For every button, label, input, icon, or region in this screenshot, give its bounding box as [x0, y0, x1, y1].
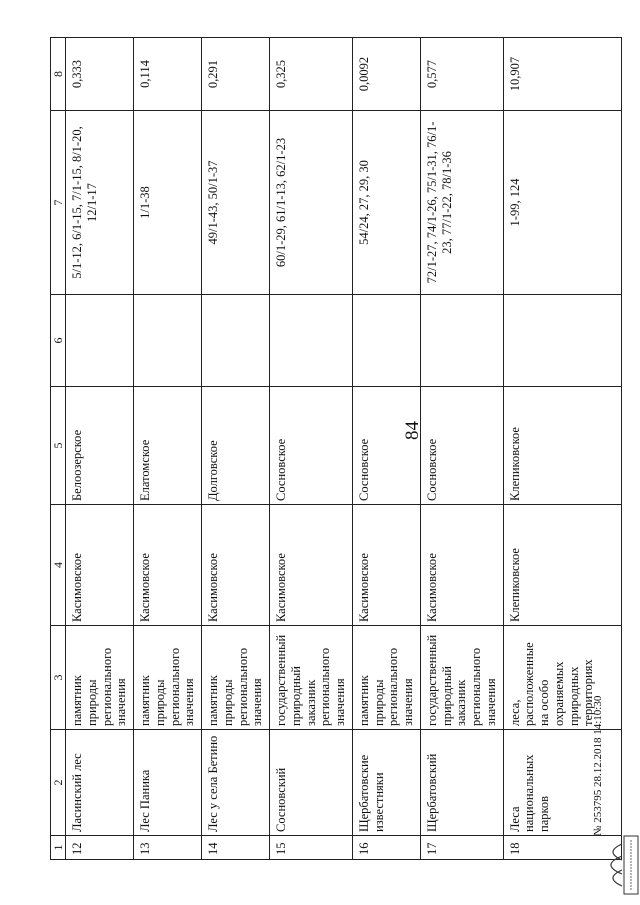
row-number: 17: [420, 836, 503, 860]
forest-blocks: 1-99, 124: [503, 111, 621, 295]
table-row: [134, 38, 202, 860]
col-header-7: 7: [51, 111, 66, 295]
sub-forestry: Клепиковское: [503, 387, 621, 505]
object-category: государственный природный заказник регионального значения: [420, 626, 503, 730]
area-value: 10,907: [503, 38, 621, 111]
col-header-4: 4: [51, 505, 66, 626]
col-header-2: 2: [51, 730, 66, 836]
column-6-cell: [270, 295, 353, 387]
row-number: 15: [270, 836, 353, 860]
area-value: 0,325: [270, 38, 353, 111]
forest-blocks: 60/1-29, 61/1-13, 62/1-23: [270, 111, 353, 295]
column-6-cell: [352, 295, 420, 387]
column-6-cell: [134, 295, 202, 387]
district-forestry: Касимовское: [66, 505, 134, 626]
area-value: 0,114: [134, 38, 202, 111]
page-number: 84: [402, 421, 423, 440]
column-6-cell: [202, 295, 270, 387]
object-category: памятник природы регионального значения: [352, 626, 420, 730]
col-header-5: 5: [51, 387, 66, 505]
forest-blocks: 54/24, 27, 29, 30: [352, 111, 420, 295]
header-row: [51, 38, 66, 860]
district-forestry: Касимовское: [420, 505, 503, 626]
forest-blocks: 5/1-12, 6/1-15, 7/1-15, 8/1-20, 12/1-17: [66, 111, 134, 295]
forest-blocks: 49/1-43, 50/1-37: [202, 111, 270, 295]
registration-stamp: № 253795 28.12.2018 14:10:30: [592, 695, 604, 836]
area-value: 0,0092: [352, 38, 420, 111]
forest-table-container: [50, 38, 622, 860]
col-header-8: 8: [51, 38, 66, 111]
area-value: 0,577: [420, 38, 503, 111]
district-forestry: Касимовское: [270, 505, 353, 626]
col-header-1: 1: [51, 836, 66, 860]
district-forestry: Касимовское: [202, 505, 270, 626]
table-row: [352, 38, 420, 860]
col-header-6: 6: [51, 295, 66, 387]
row-number: 13: [134, 836, 202, 860]
object-name: Леса национальных парков: [503, 730, 621, 836]
row-number: 12: [66, 836, 134, 860]
object-name: Лес у села Бетино: [202, 730, 270, 836]
sub-forestry: Сосновское: [420, 387, 503, 505]
registry-logo: [596, 834, 640, 896]
table-row: [66, 38, 134, 860]
object-category: леса, расположенные на особо охраняемых природных территориях: [503, 626, 621, 730]
district-forestry: Касимовское: [134, 505, 202, 626]
object-name: Ласинский лес: [66, 730, 134, 836]
sub-forestry: Сосновское: [270, 387, 353, 505]
area-value: 0,333: [66, 38, 134, 111]
district-forestry: Клепиковское: [503, 505, 621, 626]
object-category: памятник природы регионального значения: [202, 626, 270, 730]
forest-table: [50, 37, 622, 860]
object-name: Сосновский: [270, 730, 353, 836]
sub-forestry: Сосновское: [352, 387, 420, 505]
table-row: [270, 38, 353, 860]
forest-blocks: 72/1-27, 74/1-26, 75/1-31, 76/1-23, 77/1-22, 78/1-36: [420, 111, 503, 295]
forest-blocks: 1/1-38: [134, 111, 202, 295]
row-number: 14: [202, 836, 270, 860]
col-header-3: 3: [51, 626, 66, 730]
table-row: [420, 38, 503, 860]
object-name: Щербатовские известняки: [352, 730, 420, 836]
column-6-cell: [66, 295, 134, 387]
column-6-cell: [503, 295, 621, 387]
object-category: государственный природный заказник регионального значения: [270, 626, 353, 730]
object-category: памятник природы регионального значения: [134, 626, 202, 730]
object-name: Лес Паника: [134, 730, 202, 836]
sub-forestry: Долговское: [202, 387, 270, 505]
table-row: [202, 38, 270, 860]
sub-forestry: Елатомское: [134, 387, 202, 505]
sub-forestry: Белоозерское: [66, 387, 134, 505]
object-category: памятник природы регионального значения: [66, 626, 134, 730]
row-number: 16: [352, 836, 420, 860]
row-number: 18: [503, 836, 621, 860]
object-name: Щербатовский: [420, 730, 503, 836]
district-forestry: Касимовское: [352, 505, 420, 626]
column-6-cell: [420, 295, 503, 387]
area-value: 0,291: [202, 38, 270, 111]
